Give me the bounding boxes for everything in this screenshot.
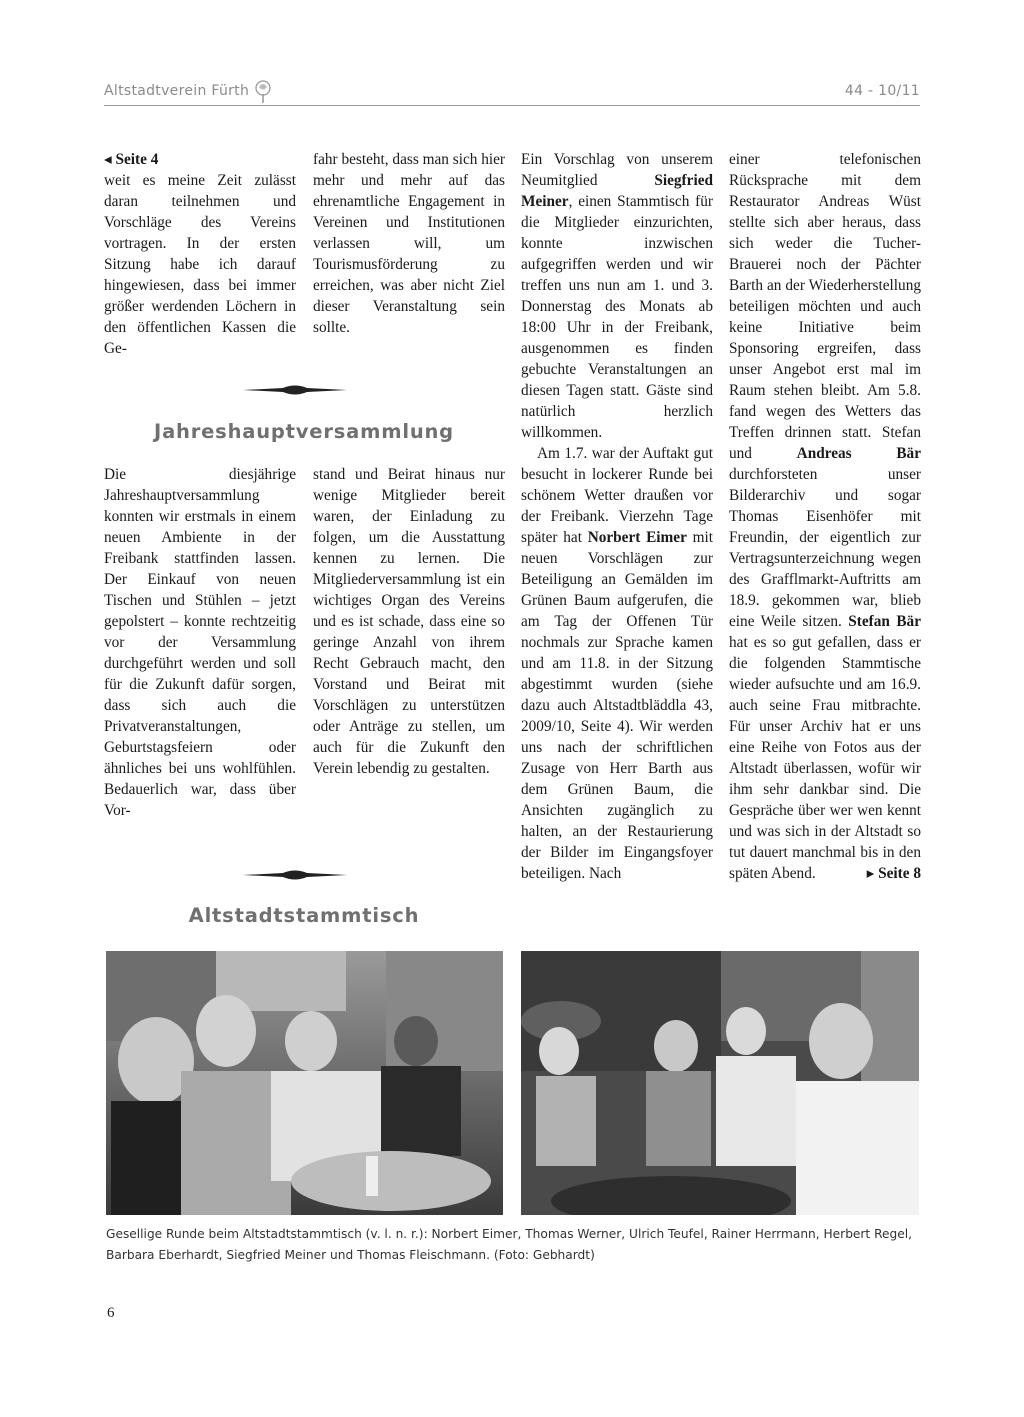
person-name: Siegfried Meiner (521, 172, 713, 210)
stammtisch-photo-right (521, 951, 919, 1215)
issue-number: 44 - 10/11 (844, 83, 920, 99)
photo-image (521, 951, 919, 1215)
stammtisch-column-4 (729, 149, 921, 884)
section-title-altstadtstammtisch: Altstadtstammtisch (188, 904, 420, 927)
jahres-column-1-text: Die diesjährige Jahreshauptversammlung konnten wir erstmals in einem neuen Ambiente in der Freibank stattfinden lassen. Der Einkauf von neuen Tischen und Stühlen – jetzt gepolstert – konnte rechtzeitig vor der Versammlung durchgeführt werden und soll für die Zukunft dafür sorgen, dass sich auch die Privatveranstaltungen, Geburtstagsfeiern oder ähnliches bei uns wohlfühlen. Bedauerlich war, dass über Vor- (104, 466, 296, 819)
intro-column-2-text: fahr besteht, dass man sich hier mehr und mehr auf das ehrenamtliche Engagement in Vereinen und Institutionen verlassen will, um Tourismusförderung zu erreichen, was aber nicht Ziel dieser Veranstaltung sein sollte. (313, 151, 506, 336)
stammtisch-text: hat es so gut gefallen, dass er die folgenden Stammtische wieder aufsuchte und am 16.9. auch seine Frau mitbrachte. Für unser Archiv hat er uns eine Reihe von Fotos aus der Altstadt überlassen, wofür wir ihm sehr dankbar sind. Die Gespräche über wer wen kennt und was sich in der Altstadt so tut dauert manchmal bis in den späten Abend. (729, 634, 921, 882)
jahres-column-1 (104, 464, 296, 821)
page-header (104, 80, 920, 106)
stammtisch-text: Am 1.7. war der Auftakt gut besucht in lockerer Runde bei schönem Wetter draußen vor der Freibank. Vierzehn Tage später hat (521, 445, 713, 546)
header-divider (104, 105, 920, 106)
page-number: 6 (107, 1305, 115, 1321)
tree-logo-icon (254, 80, 272, 104)
stammtisch-text: durchforsteten unser Bilderarchiv und sogar Thomas Eisenhöfer mit Freundin, der eigentlich zur Vertragsunterzeichnung wegen des Grafflmarkt-Auftritts am 18.9. gekommen war, blieb eine Weile sitzen. (729, 466, 921, 630)
ornament-divider-icon (243, 868, 347, 882)
photo-image (106, 951, 503, 1215)
stammtisch-text: mit neuen Vorschlägen zur Beteiligung an Gemälden im Grünen Baum aufgerufen, die am Tag der Offenen Tür nochmals zur Sprache kamen und am 11.8. in der Sitzung abgestimmt wurden (siehe dazu auch Altstadtbläddla 43, 2009/10, Seite 4). Wir werden uns nach der schriftlichen Zusage von Herr Barth aus dem Grünen Baum, die Ansichten zugänglich zu halten, an der Restaurierung der Bilder im Eingangsfoyer beteiligen. Nach (521, 529, 713, 882)
jahres-column-2 (313, 464, 505, 779)
stammtisch-text: Ein Vorschlag von unserem Neumitglied (521, 151, 713, 189)
stammtisch-text: , einen Stammtisch für die Mitglieder einzurichten, konnte inzwischen aufgegriffen werden und wir treffen uns nun am 1. und 3. Donnerstag des Monats ab 18:00 Uhr in der Freibank, ausgenommen es finden gebuchte Veranstaltungen an diesen Tagen statt. Gäste sind natürlich herzlich willkommen. (521, 193, 713, 441)
jahres-column-2-text: stand und Beirat hinaus nur wenige Mitglieder bereit waren, der Einladung zu folgen, um die Ausstattung kennen zu lernen. Die Mitgliederversammlung ist ein wichtiges Organ des Vereins und es ist schade, dass eine so geringe Anzahl von ihrem Recht Gebrauch macht, den Vorstand und Beirat mit Vorschlägen zu unterstützen oder Anträge zu stellen, um auch für die Zukunft den Verein lebendig zu gestalten. (313, 466, 505, 777)
continued-from-reference[interactable]: ◂ Seite 4 (104, 151, 159, 168)
section-title-jahreshauptversammlung: Jahreshauptversammlung (154, 420, 454, 443)
intro-column-1-text: weit es meine Zeit zulässt daran teilnehmen und Vorschläge des Vereins vortragen. In der ersten Sitzung habe ich darauf hingewiesen, dass bei immer größer werdenden Löchern in den öffentlichen Kassen die Ge- (104, 172, 296, 357)
ornament-divider-icon (243, 383, 347, 397)
publication-title: Altstadtverein Fürth (104, 83, 250, 99)
intro-column-1 (104, 149, 296, 359)
photo-caption: Gesellige Runde beim Altstadtstammtisch (v. l. n. r.): Norbert Eimer, Thomas Werner, Ulrich Teufel, Rainer Herrmann, Herbert Regel, Barbara Eberhardt, Siegfried Meiner und Thomas Fleischmann. (Foto: Gebhardt) (106, 1227, 912, 1262)
stammtisch-text: einer telefonischen Rücksprache mit dem Restaurator Andreas Wüst stellte sich aber heraus, dass sich weder die Tucher-Brauerei noch der Pächter Barth an der Wiederherstellung beteiligen möchten und auch keine Initiative beim Sponsoring ergreifen, dass unser Angebot erst mal im Raum stehen bleibt. Am 5.8. fand wegen des Wetters das Treffen drinnen statt. Stefan und (729, 151, 921, 462)
person-name: Norbert Eimer (587, 529, 687, 546)
person-name: Stefan Bär (848, 613, 921, 630)
continued-on-reference[interactable]: ▸ Seite 8 (866, 865, 921, 882)
person-name: Andreas Bär (796, 445, 921, 462)
intro-column-2 (313, 149, 505, 338)
stammtisch-photo-left (106, 951, 503, 1215)
stammtisch-column-3 (521, 149, 713, 884)
